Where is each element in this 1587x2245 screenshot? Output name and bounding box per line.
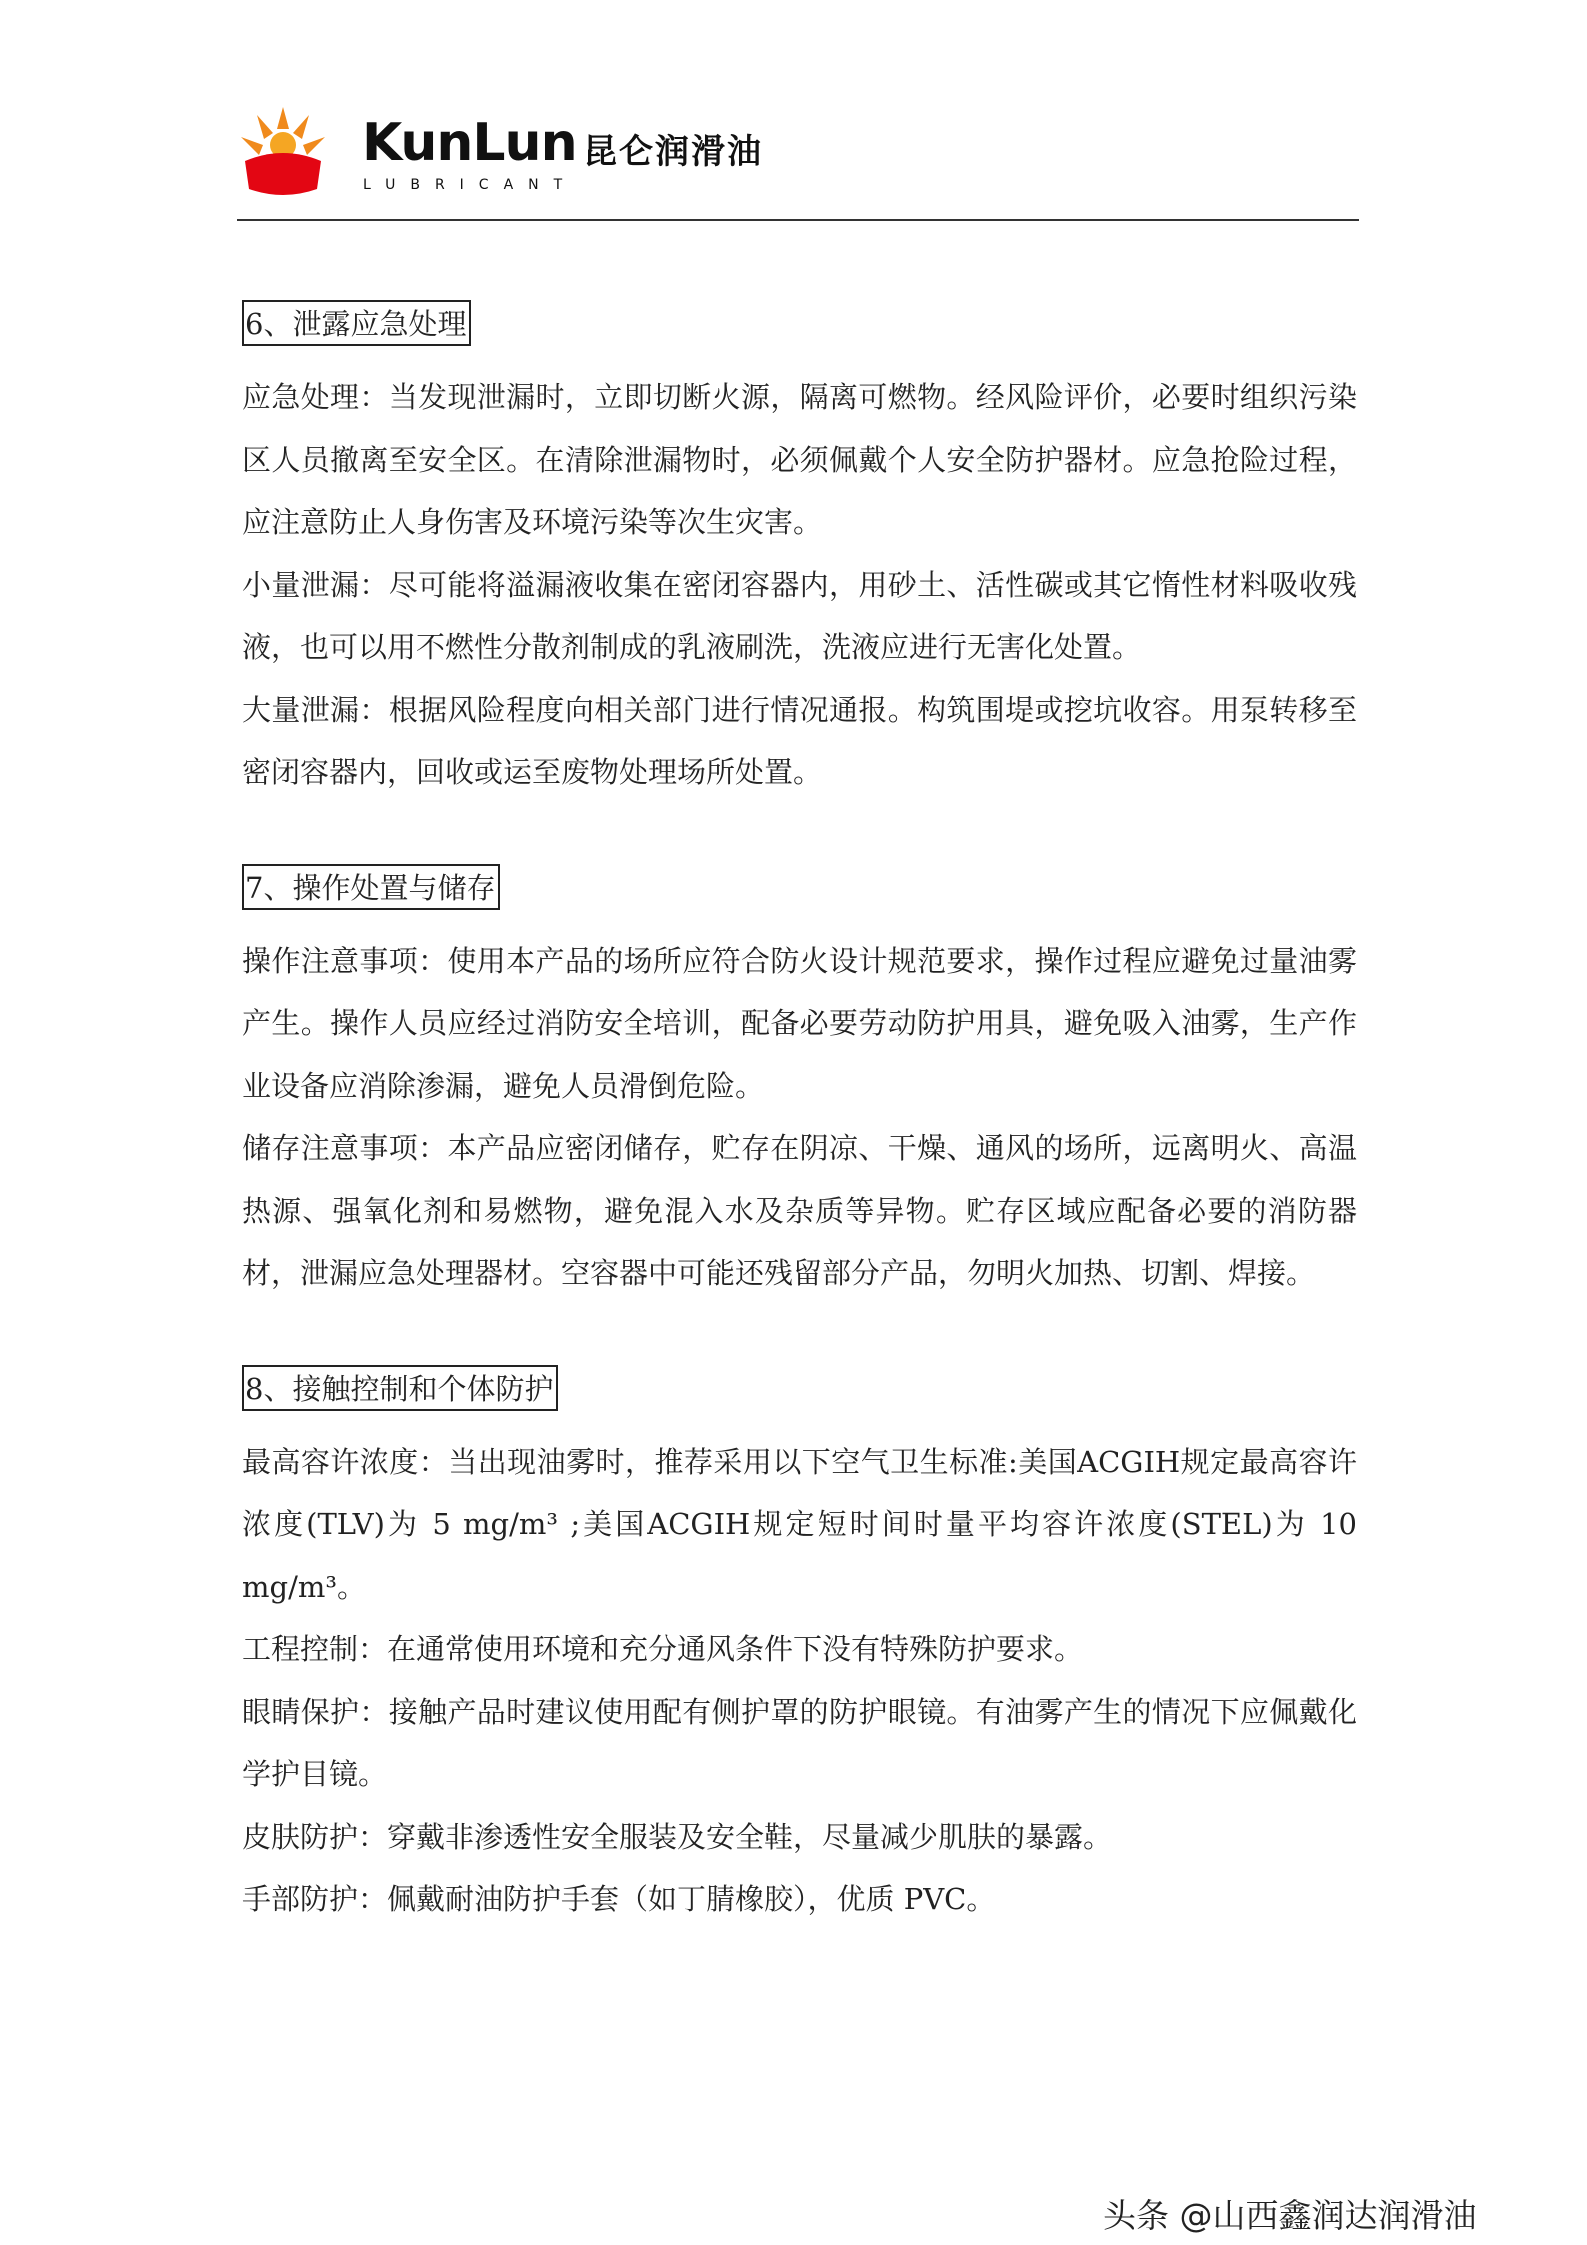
- paragraph-eye-protection: 眼睛保护：接触产品时建议使用配有侧护罩的防护眼镜。有油雾产生的情况下应佩戴化学护目镜。: [242, 1694, 1357, 1791]
- section-title: 7、操作处置与储存: [242, 864, 500, 910]
- section-exposure-protection: [242, 1365, 1357, 1931]
- paragraph-hand-protection: 手部防护：佩戴耐油防护手套（如丁腈橡胶），优质 PVC。: [242, 1882, 996, 1916]
- paragraph-small-spill: 小量泄漏：尽可能将溢漏液收集在密闭容器内，用砂土、活性碳或其它惰性材料吸收残液，也可以用不燃性分散剂制成的乳液刷洗，洗液应进行无害化处置。: [242, 567, 1357, 664]
- paragraph-handling: 操作注意事项：使用本产品的场所应符合防火设计规范要求，操作过程应避免过量油雾产生。操作人员应经过消防安全培训，配备必要劳动防护用具，避免吸入油雾，生产作业设备应消除渗漏，避免人员滑倒危险。: [242, 943, 1357, 1103]
- brand-name: KunLun: [362, 113, 577, 173]
- section-title: 8、接触控制和个体防护: [242, 1365, 558, 1411]
- brand-name-chinese: 昆仑润滑油: [583, 132, 763, 172]
- kunlun-logo-icon: [237, 105, 329, 197]
- paragraph-storage: 储存注意事项：本产品应密闭储存，贮存在阴凉、干燥、通风的场所，远离明火、高温热源、强氧化剂和易燃物，避免混入水及杂质等异物。贮存区域应配备必要的消防器材，泄漏应急处理器材。空容器中可能还残留部分产品，勿明火加热、切割、焊接。: [242, 1131, 1357, 1290]
- paragraph-emergency-handling: 应急处理：当发现泄漏时，立即切断火源，隔离可燃物。经风险评价，必要时组织污染区人员撤离至安全区。在清除泄漏物时，必须佩戴个人安全防护器材。应急抢险过程，应注意防止人身伤害及环境污染等次生灾害。: [242, 380, 1357, 539]
- paragraph-large-spill: 大量泄漏：根据风险程度向相关部门进行情况通报。构筑围堤或挖坑收容。用泵转移至密闭容器内，回收或运至废物处理场所处置。: [242, 692, 1357, 789]
- section-spill-emergency: [242, 300, 1357, 804]
- section-handling-storage: [242, 864, 1357, 1305]
- paragraph-engineering-control: 工程控制：在通常使用环境和充分通风条件下没有特殊防护要求。: [242, 1632, 1084, 1666]
- section-title: 6、泄露应急处理: [242, 300, 471, 346]
- paragraph-max-concentration: 最高容许浓度：当出现油雾时，推荐采用以下空气卫生标准:美国ACGIH规定最高容许浓度(TLV)为 5 mg/m³ ;美国ACGIH规定短时间时量平均容许浓度(STEL)为 10 mg/m³。: [242, 1444, 1357, 1604]
- watermark: 头条 @山西鑫润达润滑油: [1103, 2196, 1477, 2235]
- header-divider: [237, 219, 1359, 221]
- page-header: [237, 105, 1359, 220]
- document-body: [242, 300, 1357, 1991]
- brand-subtitle: LUBRICANT: [363, 177, 578, 193]
- paragraph-skin-protection: 皮肤防护：穿戴非渗透性安全服装及安全鞋，尽量减少肌肤的暴露。: [242, 1819, 1113, 1854]
